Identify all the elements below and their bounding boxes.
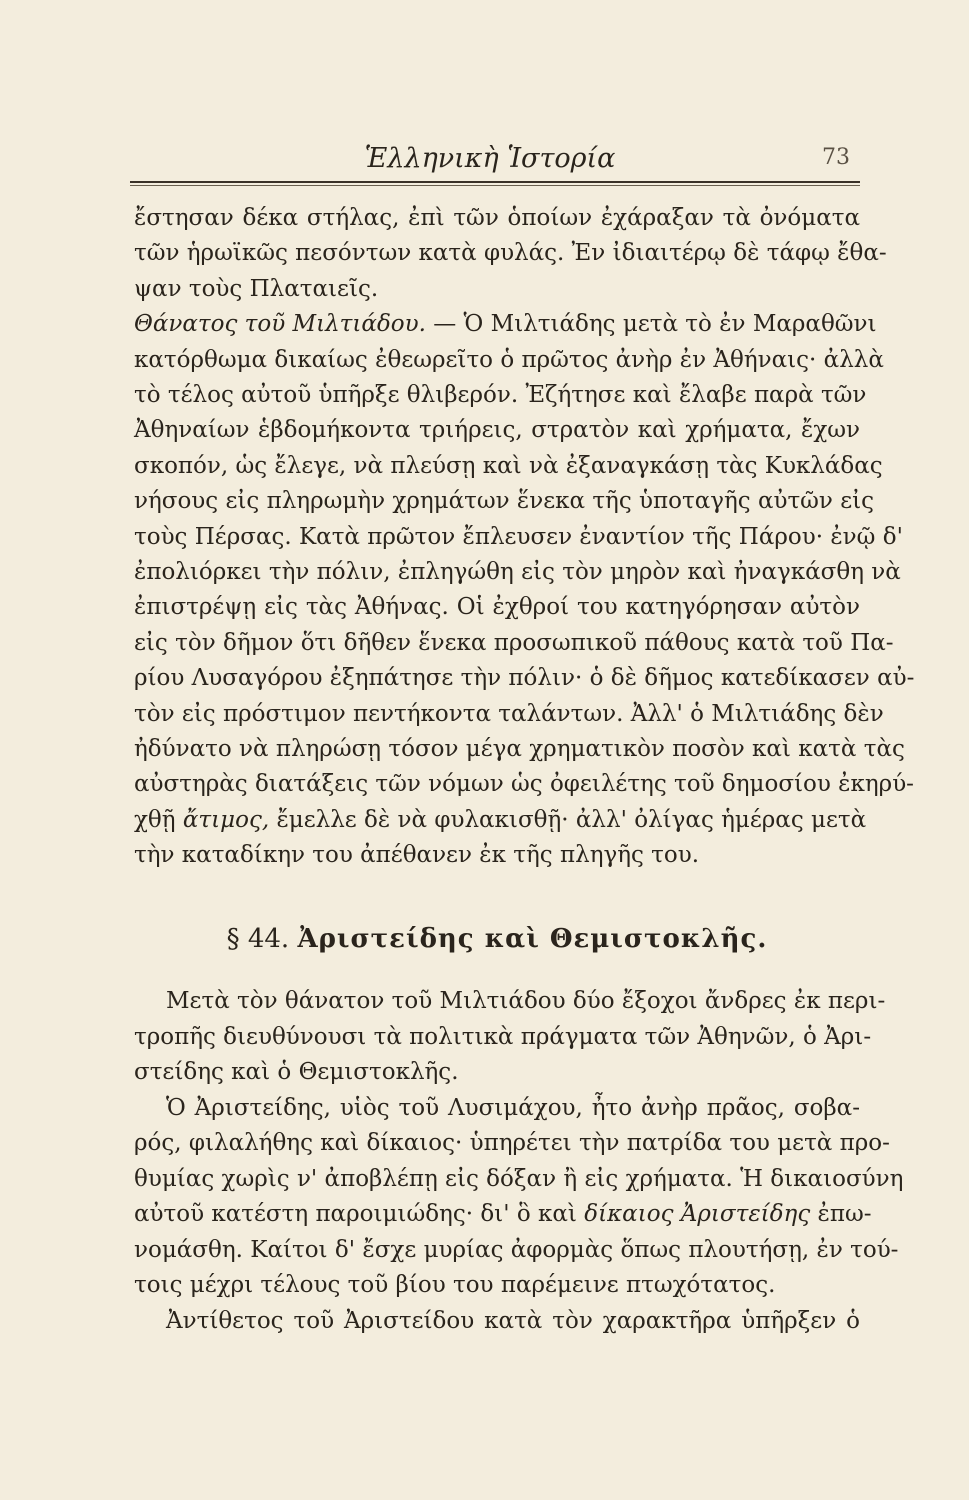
text-line: στείδης καὶ ὁ Θεμιστοκλῆς.	[134, 1059, 459, 1085]
text-line: εἰς τὸν δῆμον ὅτι δῆθεν ἕνεκα προσωπικοῦ πάθους κατὰ τοῦ Πα-	[134, 629, 894, 656]
text-line: ἐπολιόρκει τὴν πόλιν, ἐπληγώθη εἰς τὸν μηρὸν καὶ ἠναγκάσθη νὰ	[134, 559, 901, 585]
text-line: ἠδύνατο νὰ πληρώσῃ τόσον μέγα χρηματικὸν ποσὸν καὶ κατὰ τὰς	[134, 736, 905, 762]
text-line: θυμίας χωρὶς ν' ἀποβλέπῃ εἰς δόξαν ἢ εἰς χρήματα. Ἡ δικαιοσύνη	[134, 1165, 904, 1192]
header-rule	[130, 181, 860, 183]
header-rule-thin	[130, 185, 860, 186]
emphasis: δίκαιος Ἀριστείδης	[584, 1201, 811, 1227]
text-line: ψαν τοὺς Πλαταιεῖς.	[134, 275, 379, 302]
section-number: § 44.	[226, 924, 290, 954]
text-line	[134, 805, 867, 835]
text-run: — Ὁ Μιλτιάδης μετὰ τὸ ἐν Μαραθῶνι	[433, 311, 877, 338]
text-line: Ἀντίθετος τοῦ Ἀριστείδου κατὰ τὸν χαρακτῆρα ὑπῆρξεν ὁ	[166, 1307, 860, 1334]
text-line: τὸν εἰς πρόστιμον πεντήκοντα ταλάντων. Ἀλλ' ὁ Μιλτιάδης δὲν	[134, 700, 884, 727]
text-line: Μετὰ τὸν θάνατον τοῦ Μιλτιάδου δύο ἔξοχοι ἄνδρες ἐκ περι-	[166, 988, 886, 1014]
text-line: νήσους εἰς πληρωμὴν χρημάτων ἕνεκα τῆς ὑποταγῆς αὐτῶν εἰς	[134, 488, 875, 515]
paragraph-heading: Θάνατος τοῦ Μιλτιάδου.	[134, 311, 426, 338]
running-header	[130, 143, 850, 183]
text-line: τροπῆς διευθύνουσι τὰ πολιτικὰ πράγματα τῶν Ἀθηνῶν, ὁ Ἀρι-	[134, 1023, 872, 1050]
text-line: τοὺς Πέρσας. Κατὰ πρῶτον ἔπλευσεν ἐναντίον τῆς Πάρου· ἐνῷ δ'	[134, 523, 903, 550]
text-run: ἐπω-	[810, 1201, 872, 1227]
section-title: Ἀριστείδης καὶ Θεμιστοκλῆς.	[297, 924, 768, 954]
text-line: Ὁ Ἀριστείδης, υἱὸς τοῦ Λυσιμάχου, ἦτο ἀνὴρ πρᾶος, σοβα-	[166, 1094, 860, 1121]
text-line: αὐστηρὰς διατάξεις τῶν νόμων ὡς ὀφειλέτης τοῦ δημοσίου ἐκηρύ-	[134, 771, 914, 798]
text-line: ἐπιστρέψῃ εἰς τὰς Ἀθήνας. Οἱ ἐχθροί του κατηγόρησαν αὐτὸν	[134, 594, 860, 621]
text-line: κατόρθωμα δικαίως ἐθεωρεῖτο ὁ πρῶτος ἀνὴρ ἐν Ἀθήναις· ἀλλὰ	[134, 346, 884, 373]
text-line	[134, 309, 877, 339]
text-line: ρός, φιλαλήθης καὶ δίκαιος· ὑπηρέτει τὴν πατρίδα του μετὰ προ-	[134, 1130, 890, 1156]
text-line: τοις μέχρι τέλους τοῦ βίου του παρέμεινε πτωχότατος.	[134, 1272, 776, 1298]
text-line: τὴν καταδίκην του ἀπέθανεν ἐκ τῆς πληγῆς του.	[134, 842, 700, 869]
emphasis: ἄτιμος,	[182, 806, 270, 833]
text-line: σκοπόν, ὡς ἔλεγε, νὰ πλεύσῃ καὶ νὰ ἐξαναγκάσῃ τὰς Κυκλάδας	[134, 452, 883, 479]
text-run: χθῇ	[134, 806, 183, 833]
section-heading	[134, 924, 860, 964]
text-line: τὸ τέλος αὐτοῦ ὑπῆρξε θλιβερόν. Ἐζήτησε καὶ ἔλαβε παρὰ τῶν	[134, 382, 867, 408]
text-line	[134, 1199, 872, 1229]
text-line: Ἀθηναίων ἑβδομήκοντα τριήρεις, στρατὸν καὶ χρήματα, ἔχων	[134, 417, 860, 444]
text-line: νομάσθη. Καίτοι δ' ἔσχε μυρίας ἀφορμὰς ὅπως πλουτήσῃ, ἐν τού-	[134, 1236, 899, 1263]
text-line: τῶν ἡρωϊκῶς πεσόντων κατὰ φυλάς. Ἐν ἰδιαιτέρῳ δὲ τάφῳ ἔθα-	[134, 240, 887, 267]
text-line: ἔστησαν δέκα στήλας, ἐπὶ τῶν ὁποίων ἐχάραξαν τὰ ὀνόματα	[134, 205, 860, 231]
text-line: ρίου Λυσαγόρου ἐξηπάτησε τὴν πόλιν· ὁ δὲ δῆμος κατεδίκασεν αὐ-	[134, 665, 915, 692]
text-run: ἔμελλε δὲ νὰ φυλακισθῇ· ἀλλ' ὀλίγας ἡμέρας μετὰ	[269, 806, 867, 833]
page-number: 73	[822, 145, 850, 170]
text-run: αὐτοῦ κατέστη παροιμιώδης· δι' ὃ καὶ	[134, 1201, 585, 1227]
running-title: Ἑλληνικὴ Ἱστορία	[364, 143, 616, 174]
